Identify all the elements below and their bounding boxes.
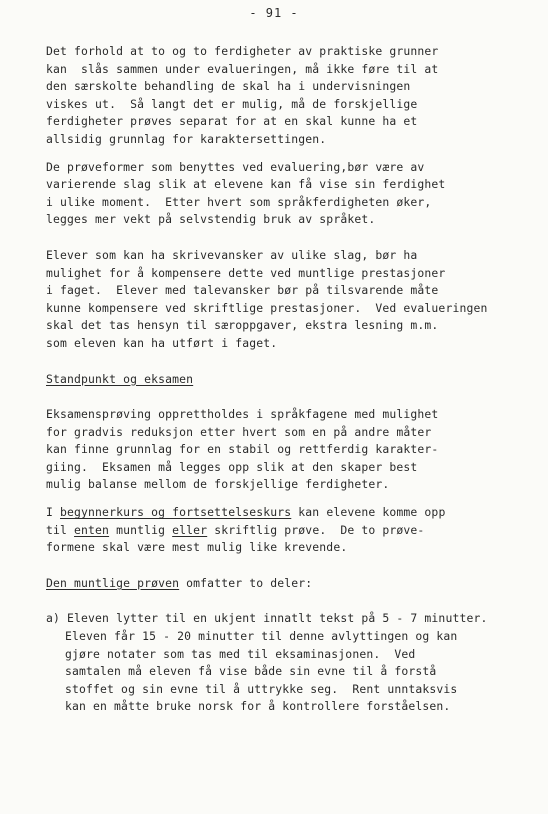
paragraph-3 (46, 247, 506, 353)
text-line: varierende slag slik at elevene kan få vise sin ferdighet (46, 177, 446, 192)
text-line: i faget. Elever med talevansker bør på tilsvarende måte (46, 283, 439, 298)
text-line: ferdigheter prøves separat for at en skal kunne ha et (46, 114, 418, 129)
text-run: I (46, 505, 61, 520)
page-content (46, 43, 506, 716)
text-line: samtalen må eleven få vise både sin evne til å forstå (65, 664, 437, 679)
text-line: i ulike moment. Etter hvert som språkferdigheten øker, (46, 194, 432, 209)
text-line: mulig balanse mellom de forskjellige ferdigheter. (46, 477, 390, 492)
text-line: legges mer vekt på selvstendig bruk av språket. (46, 212, 376, 227)
text-line: Elever som kan ha skrivevansker av ulike slag, bør ha (46, 247, 418, 262)
page-number: - 91 - (249, 6, 299, 20)
text-line (46, 522, 506, 540)
paragraph-1 (46, 43, 506, 149)
text-line: kan slås sammen under evalueringen, må ikke føre til at (46, 61, 439, 76)
text-line: som eleven kan ha utført i faget. (46, 335, 278, 350)
text-line: gjøre notater som tas med til eksaminasjonen. Ved (65, 646, 416, 661)
underlined-text: Den muntlige prøven (46, 575, 180, 590)
text-run: muntlig (109, 522, 173, 537)
text-line: formene skal være mest mulig like krevende. (46, 540, 348, 555)
paragraph-5 (46, 504, 506, 557)
paragraph-6 (46, 575, 506, 593)
text-line: skal det tas hensyn til særoppgaver, ekstra lesning m.m. (46, 318, 439, 333)
text-line: kan finne grunnlag for en stabil og rettferdig karakter- (46, 442, 439, 457)
text-line: for gradvis reduksjon etter hvert som en på andre måter (46, 424, 432, 439)
text-line: stoffet og sin evne til å uttrykke seg. Rent unntaksvis (65, 681, 458, 696)
text-line: De prøveformer som benyttes ved evaluering,bør være av (46, 159, 425, 174)
text-run: kan elevene komme opp (291, 505, 446, 520)
text-line (46, 504, 506, 522)
underlined-text: enten (74, 522, 110, 537)
text-line: a) Eleven lytter til en ukjent innatlt tekst på 5 - 7 minutter. (46, 611, 488, 626)
text-line: giing. Eksamen må legges opp slik at den skaper best (46, 459, 418, 474)
text-line: kan en måtte bruke norsk for å kontrollere forståelsen. (65, 699, 451, 714)
text-line: Eksamensprøving opprettholdes i språkfagene med mulighet (46, 407, 439, 422)
text-line: viskes ut. Så langt det er mulig, må de forskjellige (46, 96, 418, 111)
text-line: mulighet for å kompensere dette ved muntlige prestasjoner (46, 265, 446, 280)
text-run: omfatter to deler: (179, 575, 313, 590)
underlined-text: begynnerkurs og fortsettelseskurs (60, 505, 292, 520)
text-run: til (46, 522, 75, 537)
text-line: Det forhold at to og to ferdigheter av praktiske grunner (46, 44, 439, 58)
underlined-text: eller (172, 522, 208, 537)
text-line: Eleven får 15 - 20 minutter til denne avlyttingen og kan (65, 629, 458, 644)
list-item-a (46, 610, 506, 716)
section-heading: Standpunkt og eksamen (46, 371, 194, 386)
text-run: skriftlig prøve. De to prøve- (207, 522, 425, 537)
text-line: den særskolte behandling de skal ha i undervisningen (46, 79, 411, 94)
paragraph-2 (46, 159, 506, 229)
paragraph-4 (46, 406, 506, 494)
text-line: kunne kompensere ved skriftlige prestasjoner. Ved evalueringen (46, 300, 488, 315)
text-line: allsidig grunnlag for karaktersettingen. (46, 131, 327, 146)
